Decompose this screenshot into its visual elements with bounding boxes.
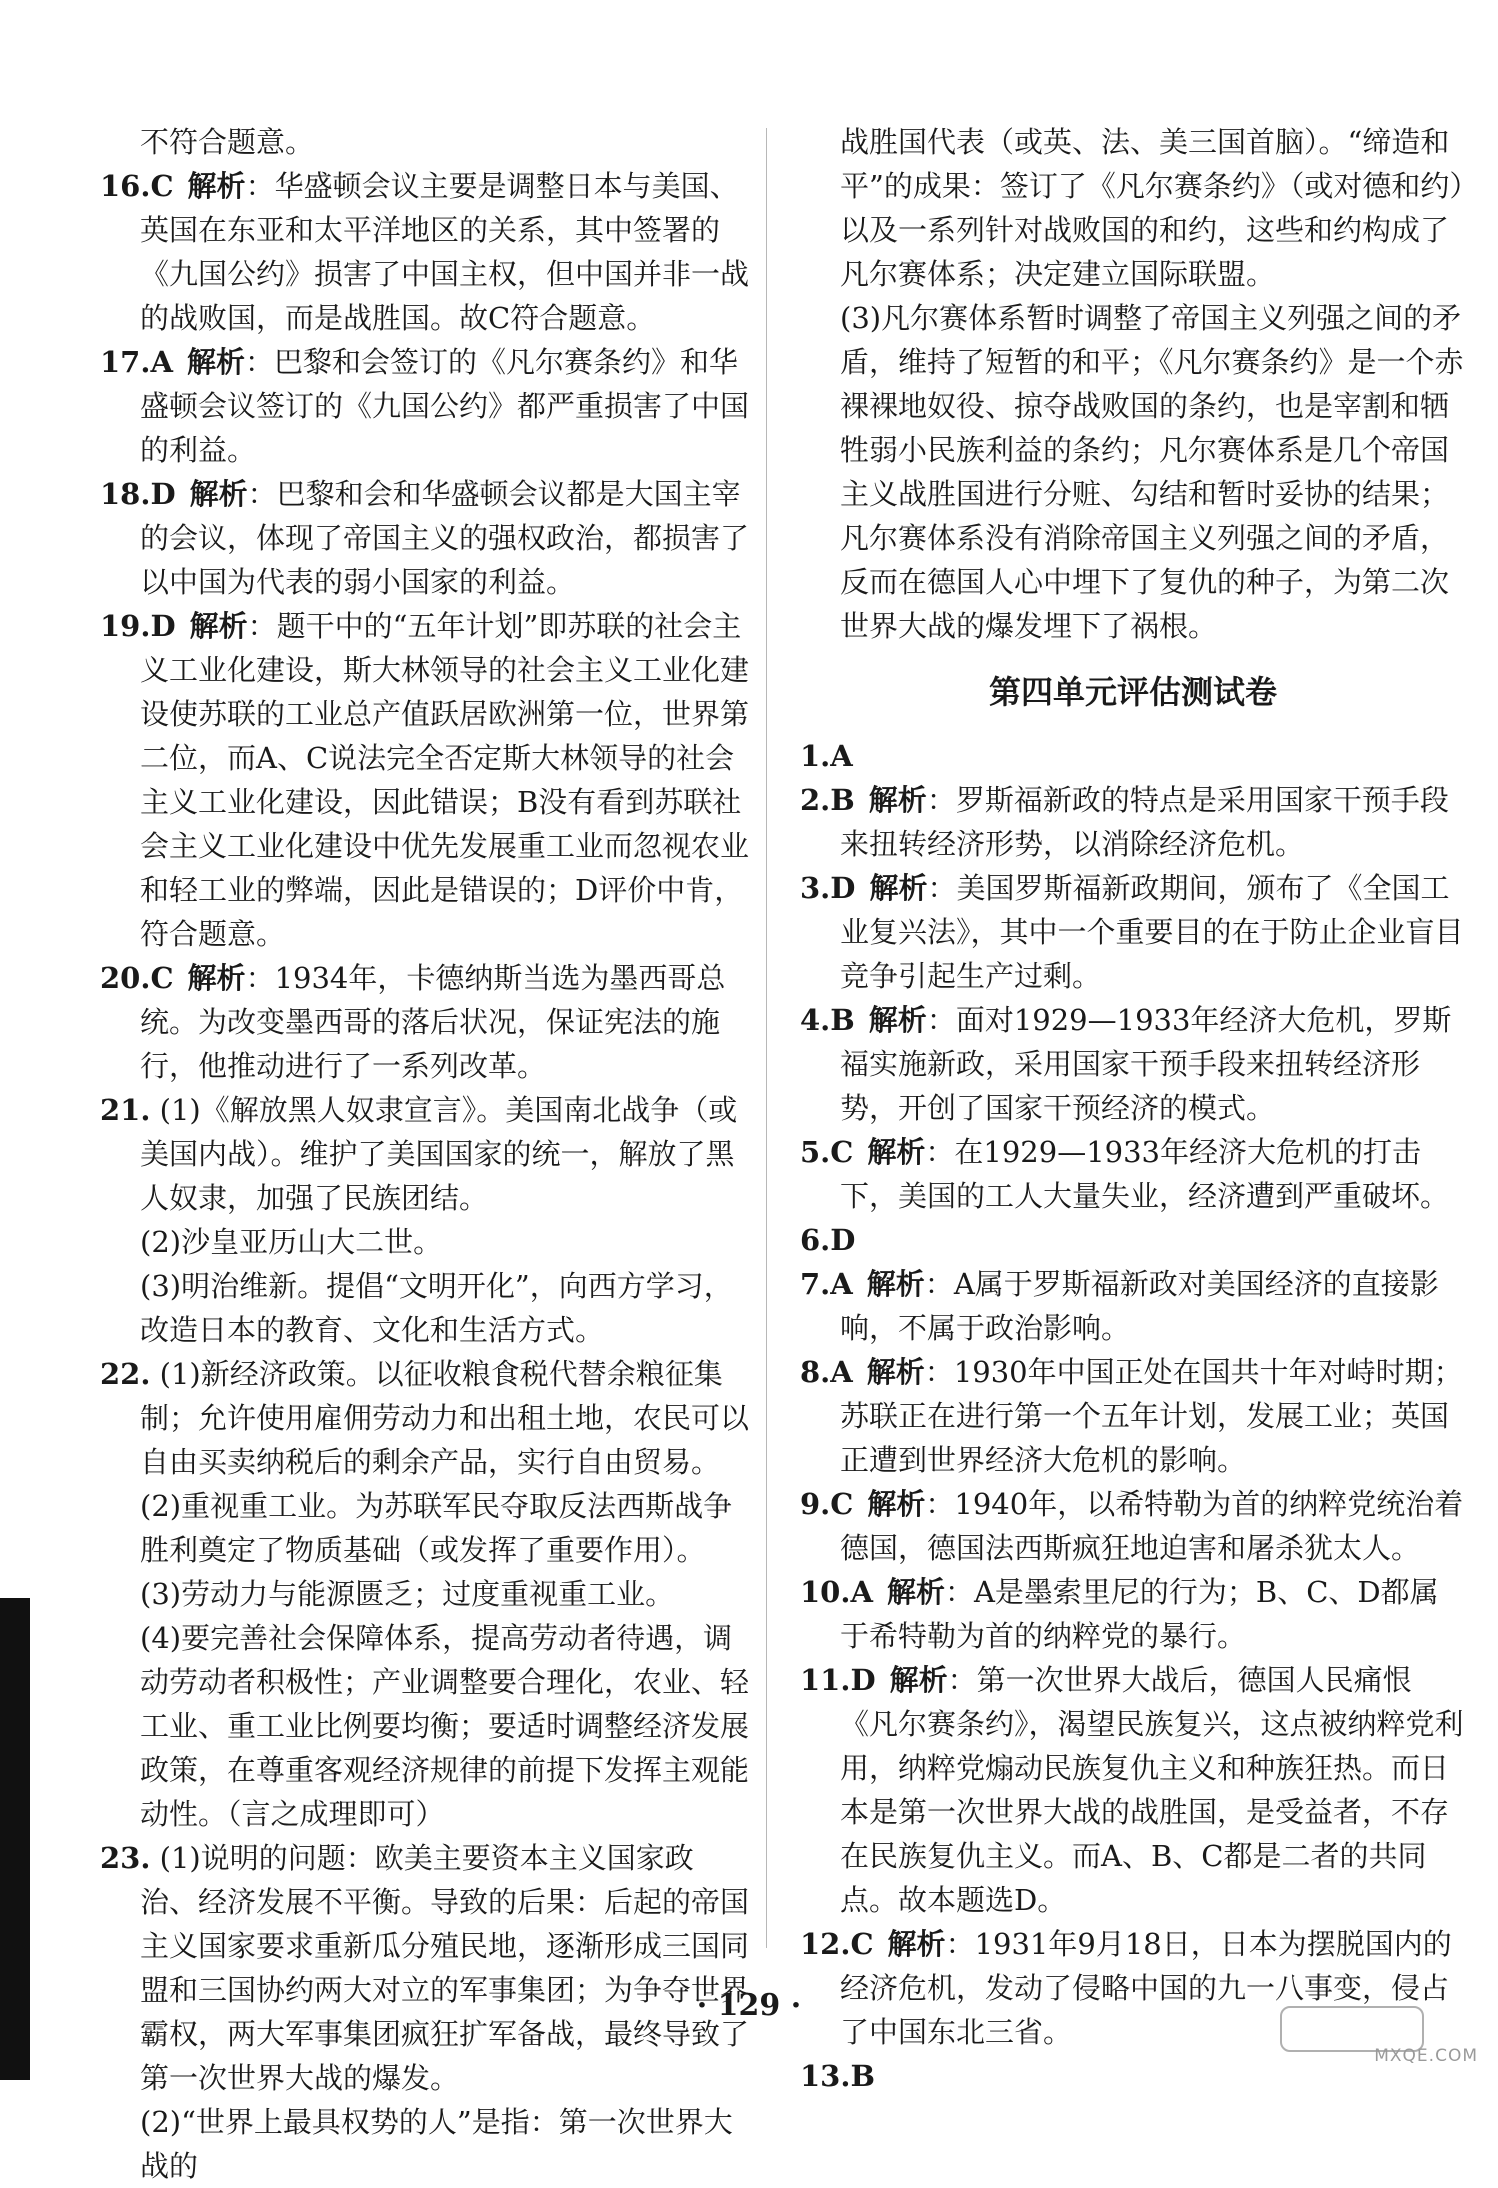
analysis-label: 解析 bbox=[187, 169, 246, 203]
page-number: · 129 · bbox=[696, 1988, 802, 2023]
sub-answer: (4)要完善社会保障体系，提高劳动者待遇，调动劳动者积极性；产业调整要合理化，农业、轻工业、重工业比例要均衡；要适时调整经济发展政策，在尊重客观经济规律的前提下发挥主观能动性。（言之成理即可） bbox=[140, 1621, 750, 1831]
analysis-label: 解析 bbox=[867, 1135, 926, 1169]
analysis-label: 解析 bbox=[866, 1355, 925, 1389]
left-column bbox=[100, 120, 750, 2188]
answer-text: 美国罗斯福新政期间，颁布了《全国工业复兴法》，其中一个重要目的在于防止企业盲目竞争引起生产过剩。 bbox=[840, 871, 1464, 993]
analysis-label: 解析 bbox=[866, 1267, 925, 1301]
answer-number: 20.C bbox=[100, 961, 174, 995]
answer-entry bbox=[800, 866, 1466, 998]
answer-entry bbox=[100, 604, 750, 956]
answer-text: 在1929—1933年经济大危机的打击下，美国的工人大量失业，经济遭到严重破坏。 bbox=[840, 1135, 1450, 1213]
answer-text: (1)说明的问题：欧美主要资本主义国家政治、经济发展不平衡。导致的后果：后起的帝国主义国家要求重新瓜分殖民地，逐渐形成三国同盟和三国协约两大对立的军事集团；为争夺世界霸权，两大军事集团疯狂扩军备战，最终导致了第一次世界大战的爆发。 bbox=[140, 1841, 750, 2095]
answer-text: A是墨索里尼的行为；B、C、D都属于希特勒为首的纳粹党的暴行。 bbox=[840, 1575, 1439, 1653]
answer-text: 巴黎和会签订的《凡尔赛条约》和华盛顿会议签订的《九国公约》都严重损害了中国的利益。 bbox=[140, 345, 750, 467]
answer-number: 10.A bbox=[800, 1575, 873, 1609]
sub-answer: 战胜国代表（或英、法、美三国首脑）。“缔造和平”的成果：签订了《凡尔赛条约》（或对德和约）以及一系列针对战败国的和约，这些和约构成了凡尔赛体系；决定建立国际联盟。 bbox=[840, 125, 1464, 291]
sub-answer: (2)沙皇亚历山大二世。 bbox=[140, 1225, 443, 1259]
answer-number: 1.A bbox=[800, 739, 853, 773]
analysis-label: 解析 bbox=[887, 1927, 946, 1961]
answer-number: 7.A bbox=[800, 1267, 853, 1301]
answer-entry bbox=[100, 1836, 750, 2100]
answer-number: 16.C bbox=[100, 169, 174, 203]
answer-number: 4.B bbox=[800, 1003, 855, 1037]
answer-entry bbox=[100, 1088, 750, 1220]
answer-number: 13.B bbox=[800, 2059, 875, 2093]
answer-number: 5.C bbox=[800, 1135, 854, 1169]
answer-number: 19.D bbox=[100, 609, 176, 643]
answer-entry bbox=[800, 1350, 1466, 1482]
answer-entry bbox=[800, 1570, 1466, 1658]
section-title: 第四单元评估测试卷 bbox=[988, 673, 1277, 711]
right-answer-list-top bbox=[800, 120, 1466, 648]
analysis-colon: ： bbox=[245, 961, 275, 995]
answer-entry bbox=[800, 1130, 1466, 1218]
sub-answer: (3)明治维新。提倡“文明开化”，向西方学习，改造日本的教育、文化和生活方式。 bbox=[140, 1269, 733, 1347]
analysis-label: 解析 bbox=[886, 1575, 945, 1609]
answer-text: 面对1929—1933年经济大危机，罗斯福实施新政，采用国家干预手段来扭转经济形势，开创了国家干预经济的模式。 bbox=[840, 1003, 1452, 1125]
answer-text: 罗斯福新政的特点是采用国家干预手段来扭转经济形势，以消除经济危机。 bbox=[840, 783, 1449, 861]
answer-entry bbox=[100, 956, 750, 1088]
answer-number: 22. bbox=[100, 1357, 151, 1391]
answer-entry bbox=[800, 1218, 1466, 1262]
answer-text: 华盛顿会议主要是调整日本与美国、英国在东亚和太平洋地区的关系，其中签署的《九国公约》损害了中国主权，但中国并非一战的战败国，而是战胜国。故C符合题意。 bbox=[140, 169, 750, 335]
answer-number: 12.C bbox=[800, 1927, 874, 1961]
sub-answer: (3)凡尔赛体系暂时调整了帝国主义列强之间的矛盾，维持了短暂的和平；《凡尔赛条约》是一个赤裸裸地奴役、掠夺战败国的条约，也是宰割和牺牲弱小民族利益的条约；凡尔赛体系是几个帝国主义战胜国进行分赃、勾结和暂时妥协的结果；凡尔赛体系没有消除帝国主义列强之间的矛盾，反而在德国人心中埋下了复仇的种子，为第二次世界大战的爆发埋下了祸根。 bbox=[840, 301, 1464, 643]
analysis-colon: ： bbox=[244, 345, 274, 379]
analysis-colon: ： bbox=[947, 1663, 977, 1697]
answer-text: 题干中的“五年计划”即苏联的社会主义工业化建设，斯大林领导的社会主义工业化建设使苏联的工业总产值跃居欧洲第一位，世界第二位，而A、C说法完全否定斯大林领导的社会主义工业化建设，因此错误；B没有看到苏联社会主义工业化建设中优先发展重工业而忽视农业和轻工业的弊端，因此是错误的；D评价中肯，符合题意。 bbox=[140, 609, 750, 951]
answer-number: 23. bbox=[100, 1841, 151, 1875]
answer-text: 1930年中国正处在国共十年对峙时期；苏联正在进行第一个五年计划，发展工业；英国正遭到世界经济大危机的影响。 bbox=[840, 1355, 1463, 1477]
analysis-label: 解析 bbox=[189, 477, 248, 511]
analysis-colon: ： bbox=[926, 1003, 956, 1037]
answer-number: 11.D bbox=[800, 1663, 876, 1697]
analysis-label: 解析 bbox=[186, 345, 245, 379]
answer-entry bbox=[800, 1658, 1466, 1922]
answer-number: 9.C bbox=[800, 1487, 854, 1521]
analysis-colon: ： bbox=[925, 1135, 955, 1169]
analysis-colon: ： bbox=[924, 1355, 954, 1389]
answer-entry bbox=[800, 778, 1466, 866]
analysis-label: 解析 bbox=[869, 871, 928, 905]
answer-number: 18.D bbox=[100, 477, 176, 511]
sub-answer: (2)重视重工业。为苏联军民夺取反法西斯战争胜利奠定了物质基础（或发挥了重要作用）。 bbox=[140, 1489, 733, 1567]
column-divider bbox=[766, 128, 767, 1948]
watermark bbox=[1268, 2006, 1478, 2066]
answer-entry bbox=[800, 1482, 1466, 1570]
analysis-colon: ： bbox=[944, 1575, 974, 1609]
answer-text: 第一次世界大战后，德国人民痛恨《凡尔赛条约》，渴望民族复兴，这点被纳粹党利用，纳粹党煽动民族复仇主义和种族狂热。而日本是第一次世界大战的战胜国，是受益者，不存在民族复仇主义。而A、B、C都是二者的共同点。故本题选D。 bbox=[840, 1663, 1464, 1917]
answer-number: 3.D bbox=[800, 871, 856, 905]
answer-text: 1931年9月18日，日本为摆脱国内的经济危机，发动了侵略中国的九一八事变，侵占了中国东北三省。 bbox=[840, 1927, 1452, 2049]
answer-entry bbox=[100, 164, 750, 340]
answer-entry bbox=[100, 340, 750, 472]
answer-text: 1934年，卡德纳斯当选为墨西哥总统。为改变墨西哥的落后状况，保证宪法的施行，他推动进行了一系列改革。 bbox=[140, 961, 726, 1083]
watermark-text: MXQE.COM bbox=[1374, 2046, 1478, 2066]
analysis-colon: ： bbox=[927, 871, 957, 905]
answer-text: (1)新经济政策。以征收粮食税代替余粮征集制；允许使用雇佣劳动力和出租土地，农民可以自由买卖纳税后的剩余产品，实行自由贸易。 bbox=[140, 1357, 750, 1479]
analysis-colon: ： bbox=[245, 169, 275, 203]
analysis-colon: ： bbox=[926, 783, 956, 817]
answer-text: 1940年，以希特勒为首的纳粹党统治着德国，德国法西斯疯狂地迫害和屠杀犹太人。 bbox=[840, 1487, 1464, 1565]
sub-answer: (2)“世界上最具权势的人”是指：第一次世界大战的 bbox=[140, 2105, 733, 2183]
answer-number: 6.D bbox=[800, 1223, 856, 1257]
analysis-colon: ： bbox=[945, 1927, 975, 1961]
left-answer-list bbox=[100, 120, 750, 2188]
answer-text: A属于罗斯福新政对美国经济的直接影响，不属于政治影响。 bbox=[840, 1267, 1439, 1345]
analysis-label: 解析 bbox=[189, 609, 248, 643]
analysis-label: 解析 bbox=[867, 1487, 926, 1521]
analysis-colon: ： bbox=[925, 1487, 955, 1521]
analysis-label: 解析 bbox=[889, 1663, 948, 1697]
continued-text: 不符合题意。 bbox=[140, 125, 315, 159]
analysis-colon: ： bbox=[924, 1267, 954, 1301]
analysis-label: 解析 bbox=[187, 961, 246, 995]
answer-entry bbox=[100, 1352, 750, 1484]
right-answer-list-bottom bbox=[800, 734, 1466, 2098]
answer-entry bbox=[800, 734, 1466, 778]
answer-text: 巴黎和会和华盛顿会议都是大国主宰的会议，体现了帝国主义的强权政治，都损害了以中国为代表的弱小国家的利益。 bbox=[140, 477, 750, 599]
answer-number: 8.A bbox=[800, 1355, 853, 1389]
answer-text: (1)《解放黑人奴隶宣言》。美国南北战争（或美国内战）。维护了美国国家的统一，解放了黑人奴隶，加强了民族团结。 bbox=[140, 1093, 738, 1215]
answer-entry bbox=[100, 472, 750, 604]
analysis-label: 解析 bbox=[868, 783, 927, 817]
sub-answer: (3)劳动力与能源匮乏；过度重视重工业。 bbox=[140, 1577, 675, 1611]
analysis-colon: ： bbox=[247, 609, 277, 643]
analysis-colon: ： bbox=[247, 477, 277, 511]
answer-entry bbox=[800, 1262, 1466, 1350]
answer-entry bbox=[800, 998, 1466, 1130]
answer-number: 21. bbox=[100, 1093, 151, 1127]
answer-number: 17.A bbox=[100, 345, 173, 379]
analysis-label: 解析 bbox=[868, 1003, 927, 1037]
right-column bbox=[800, 120, 1466, 2098]
answer-number: 2.B bbox=[800, 783, 855, 817]
